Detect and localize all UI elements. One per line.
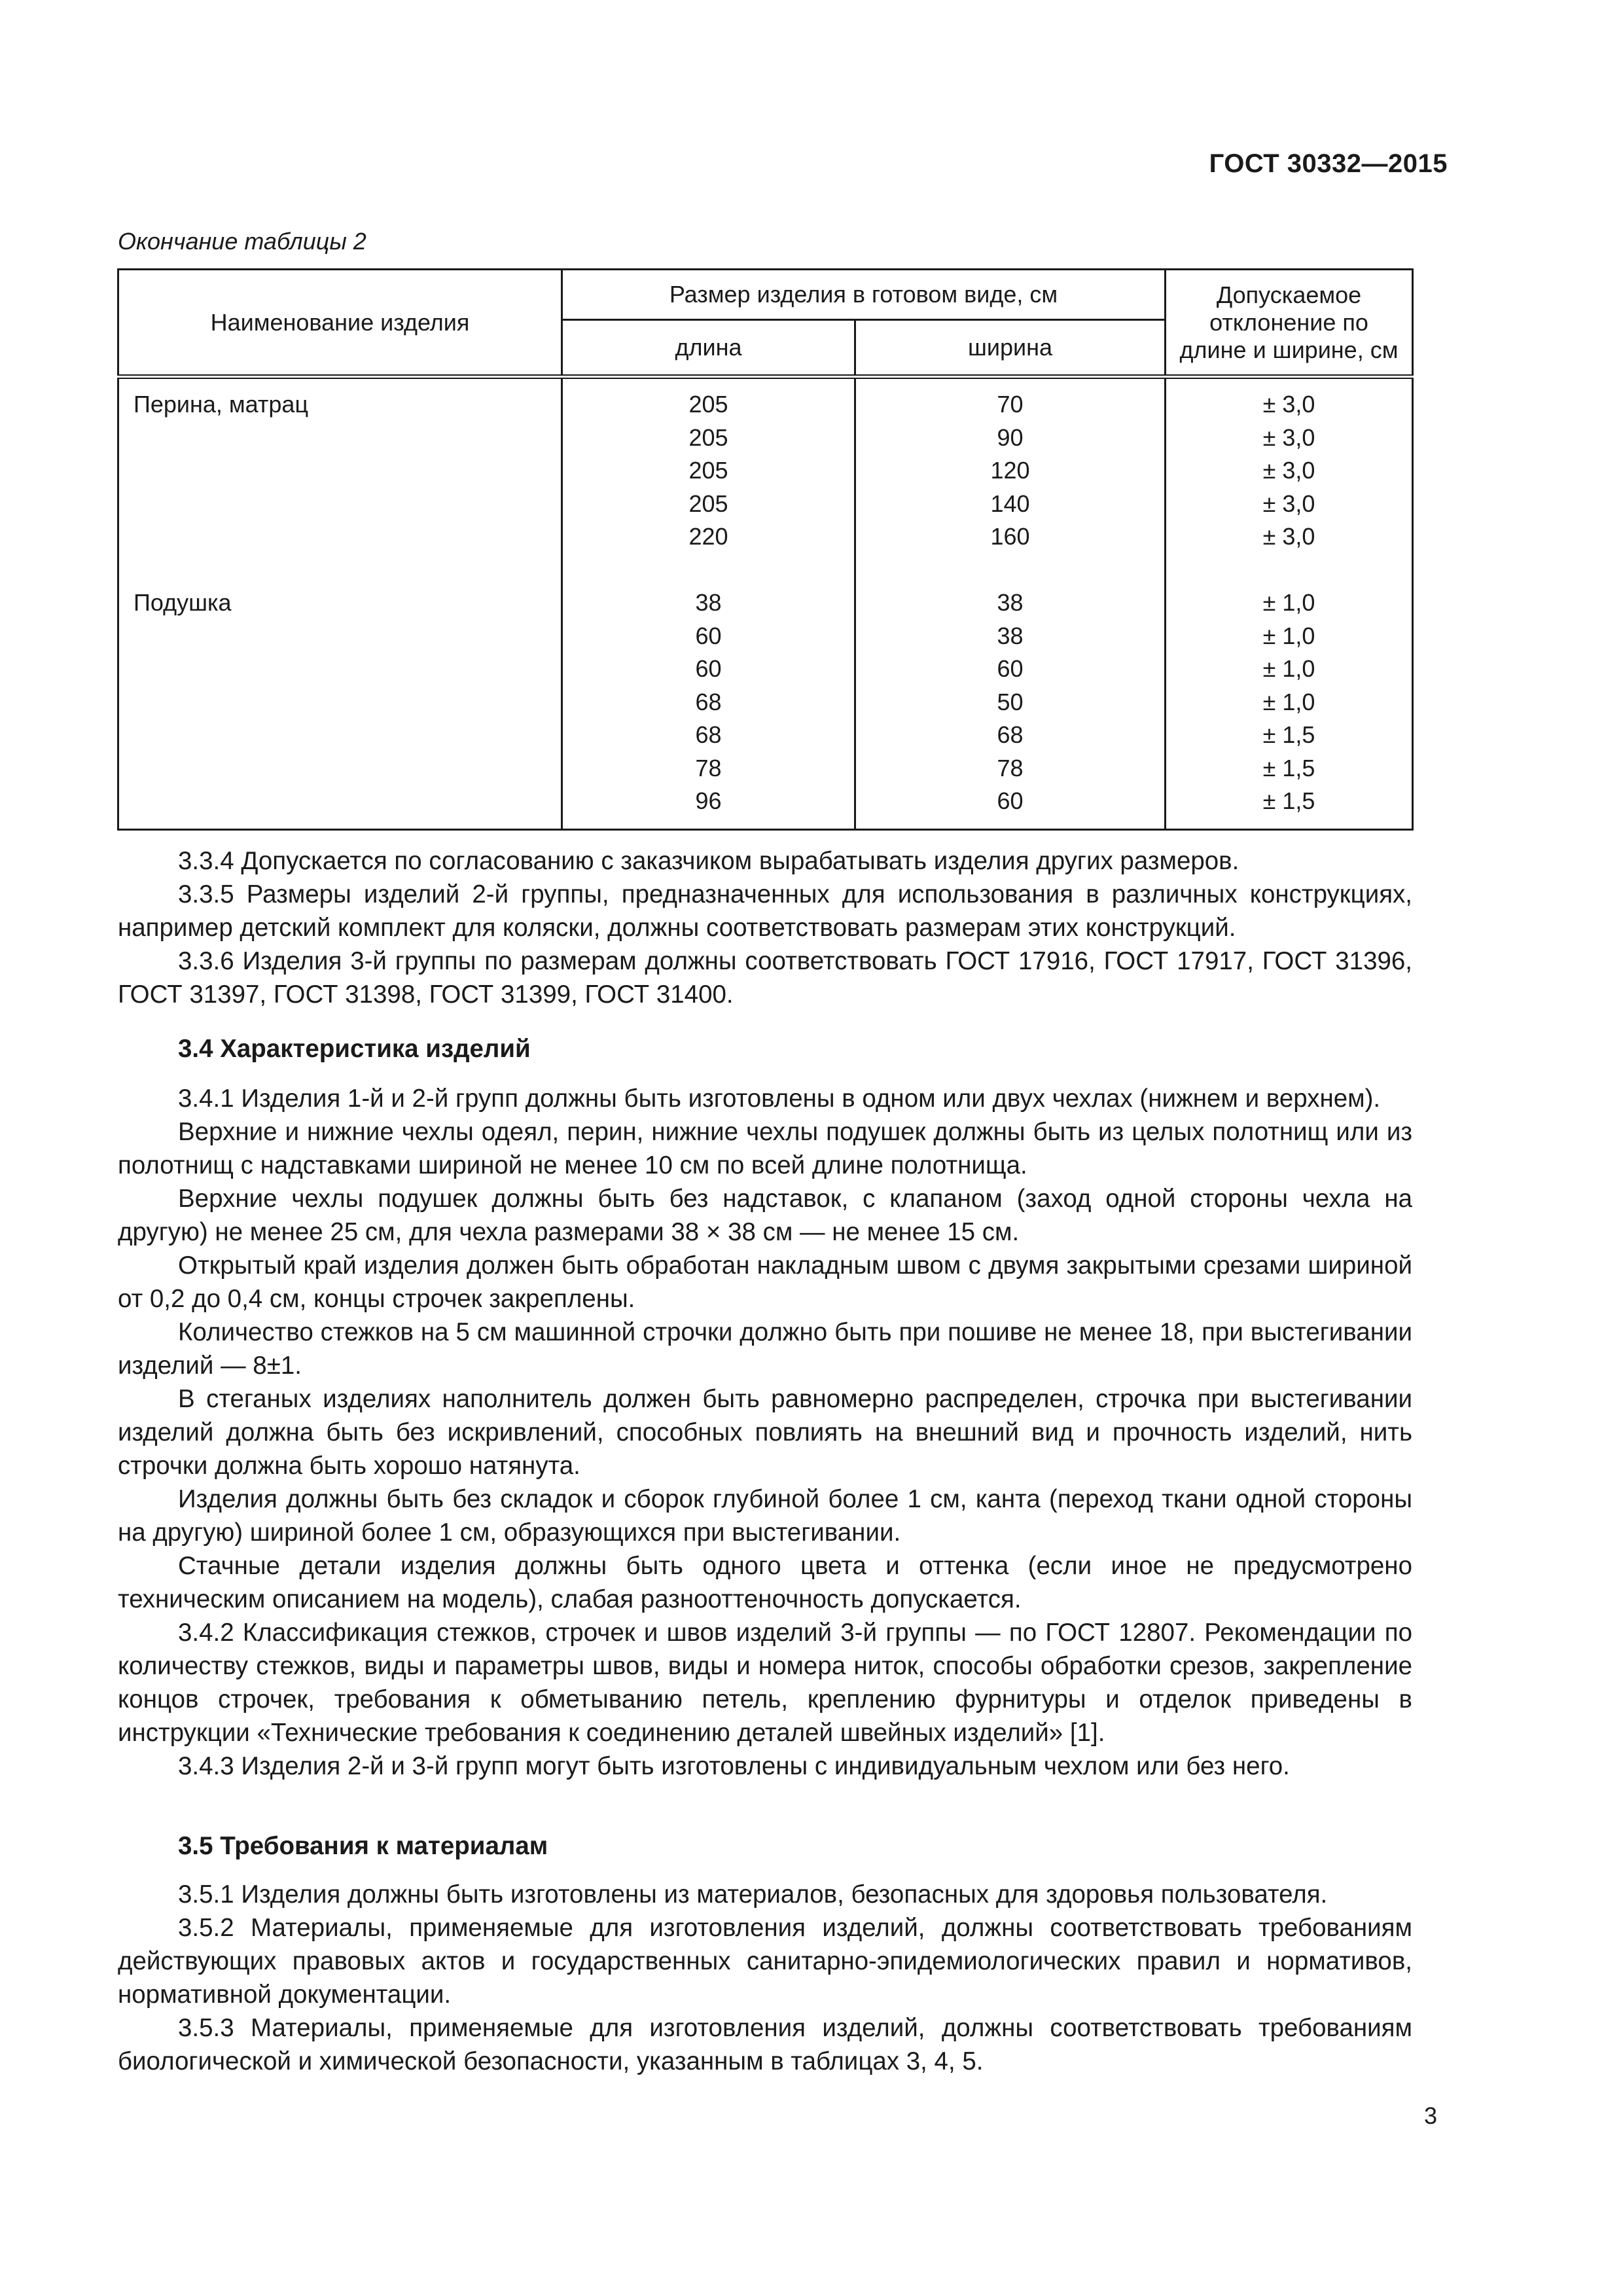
length-value: 38 bbox=[695, 589, 722, 616]
page-number: 3 bbox=[1423, 2102, 1437, 2129]
header-size-group: Размер изделия в готовом виде, см bbox=[562, 270, 1166, 320]
paragraph-3-3-5: 3.3.5 Размеры изделий 2-й группы, предназначенных для использования в различных конструкциях, например детский комплект для коляски, должны соответствовать размерам этих конструкций. bbox=[118, 880, 1412, 942]
tolerance-column bbox=[1166, 377, 1413, 830]
sizes-table bbox=[117, 268, 1414, 831]
header-tolerance: Допускаемое отклонение по длине и ширине, см bbox=[1166, 270, 1413, 377]
paragraph-3-3-4: 3.3.4 Допускается по согласованию с заказчиком вырабатывать изделия других размеров. bbox=[178, 847, 1240, 875]
tolerance-value: ± 1,0 bbox=[1262, 589, 1315, 616]
header-product-name: Наименование изделия bbox=[118, 270, 562, 377]
paragraph: 3.4.2 Классификация стежков, строчек и швов изделий 3-й группы — по ГОСТ 12807. Рекомендации по количеству стежков, виды и параметры швов, виды и номера ниток, способы обработки срезов, закрепление концов строчек, требования к обметыванию петель, креплению фурнитуры и отделок приведены в инструкции «Технические требования к соединению деталей швейных изделий» [1]. bbox=[118, 1619, 1412, 1747]
length-value: 68 bbox=[695, 721, 722, 748]
paragraph: Изделия должны быть без складок и сборок глубиной более 1 см, канта (переход ткани одной стороны на другую) шириной более 1 см, образующихся при выстегивании. bbox=[118, 1485, 1412, 1547]
paragraph: Открытый край изделия должен быть обработан накладным швом с двумя закрытыми срезами шириной от 0,2 до 0,4 см, концы строчек закреплены. bbox=[118, 1251, 1412, 1313]
tolerance-value: ± 1,5 bbox=[1262, 721, 1315, 748]
paragraph: В стеганых изделиях наполнитель должен быть равномерно распределен, строчка при выстегивании изделий должна быть без искривлений, способных повлиять на внешний вид и прочность изделий, нить строчки должна быть хорошо натянута. bbox=[118, 1385, 1412, 1480]
paragraph: Верхние чехлы подушек должны быть без надставок, с клапаном (заход одной стороны чехла на другую) не менее 25 см, для чехла размерами 38 × 38 см — не менее 15 см. bbox=[118, 1185, 1412, 1246]
width-value: 70 bbox=[997, 391, 1024, 418]
section-3-3-text bbox=[118, 844, 1412, 1011]
paragraph: Верхние и нижние чехлы одеял, перин, нижние чехлы подушек должны быть из целых полотнищ или из полотнищ с надставками шириной не менее 10 см по всей длине полотнища. bbox=[118, 1118, 1412, 1179]
tolerance-value: ± 3,0 bbox=[1262, 391, 1315, 418]
paragraph: 3.4.3 Изделия 2-й и 3-й групп могут быть изготовлены с индивидуальным чехлом или без него. bbox=[178, 1752, 1290, 1780]
width-value: 140 bbox=[990, 490, 1030, 517]
length-value: 205 bbox=[688, 391, 728, 418]
length-value: 220 bbox=[688, 523, 728, 550]
length-value: 68 bbox=[695, 688, 722, 715]
tolerance-value: ± 3,0 bbox=[1262, 423, 1315, 451]
header-length: длина bbox=[562, 320, 855, 377]
width-value: 68 bbox=[997, 721, 1024, 748]
paragraph: 3.5.2 Материалы, применяемые для изготовления изделий, должны соответствовать требованиям действующих правовых актов и государственных санитарно-эпидемиологических правил и нормативов, нормативной документации. bbox=[118, 1914, 1412, 2009]
width-value: 38 bbox=[997, 622, 1024, 649]
width-value: 60 bbox=[997, 787, 1024, 814]
width-value: 38 bbox=[997, 589, 1024, 616]
product-name: Подушка bbox=[134, 589, 232, 616]
tolerance-value: ± 1,0 bbox=[1262, 622, 1315, 649]
paragraph-3-3-6: 3.3.6 Изделия 3-й группы по размерам должны соответствовать ГОСТ 17916, ГОСТ 17917, ГОСТ 31396, ГОСТ 31397, ГОСТ 31398, ГОСТ 31399, ГОСТ 31400. bbox=[118, 947, 1412, 1009]
length-value: 60 bbox=[695, 655, 722, 682]
paragraph: Количество стежков на 5 см машинной строчки должно быть при пошиве не менее 18, при выстегивании изделий — 8±1. bbox=[118, 1318, 1412, 1380]
tolerance-value: ± 1,5 bbox=[1262, 754, 1315, 781]
length-value: 205 bbox=[688, 457, 728, 484]
header-width: ширина bbox=[855, 320, 1166, 377]
product-name: Перина, матрац bbox=[134, 391, 309, 418]
length-value: 205 bbox=[688, 423, 728, 451]
tolerance-value: ± 3,0 bbox=[1262, 457, 1315, 484]
section-3-5 bbox=[118, 1829, 1412, 1863]
length-value: 205 bbox=[688, 490, 728, 517]
length-column bbox=[562, 377, 855, 830]
tolerance-value: ± 1,0 bbox=[1262, 688, 1315, 715]
length-value: 78 bbox=[695, 754, 722, 781]
width-value: 120 bbox=[990, 457, 1030, 484]
section-3-4-text bbox=[118, 1082, 1412, 1783]
section-heading-3-5: 3.5 Требования к материалам bbox=[178, 1832, 548, 1860]
document-code: ГОСТ 30332—2015 bbox=[1209, 149, 1448, 178]
tolerance-value: ± 3,0 bbox=[1262, 490, 1315, 517]
product-name-column bbox=[118, 377, 562, 830]
paragraph: 3.5.3 Материалы, применяемые для изготовления изделий, должны соответствовать требованиям биологической и химической безопасности, указанным в таблицах 3, 4, 5. bbox=[118, 2014, 1412, 2075]
table-body-row bbox=[118, 377, 1413, 830]
paragraph: Стачные детали изделия должны быть одного цвета и оттенка (если иное не предусмотрено техническим описанием на модель), слабая разнооттеночность допускается. bbox=[118, 1552, 1412, 1613]
paragraph: 3.5.1 Изделия должны быть изготовлены из материалов, безопасных для здоровья пользователя. bbox=[178, 1880, 1328, 1909]
tolerance-value: ± 3,0 bbox=[1262, 523, 1315, 550]
section-3-5-text bbox=[118, 1878, 1412, 2078]
table-caption: Окончание таблицы 2 bbox=[118, 228, 366, 255]
length-value: 60 bbox=[695, 622, 722, 649]
tolerance-value: ± 1,5 bbox=[1262, 787, 1315, 814]
paragraph: 3.4.1 Изделия 1-й и 2-й групп должны быть изготовлены в одном или двух чехлах (нижнем и верхнем). bbox=[178, 1085, 1381, 1113]
width-value: 78 bbox=[997, 754, 1024, 781]
width-column bbox=[855, 377, 1166, 830]
section-3-4 bbox=[118, 1032, 1412, 1066]
length-value: 96 bbox=[695, 787, 722, 814]
width-value: 50 bbox=[997, 688, 1024, 715]
width-value: 60 bbox=[997, 655, 1024, 682]
tolerance-value: ± 1,0 bbox=[1262, 655, 1315, 682]
width-value: 160 bbox=[990, 523, 1030, 550]
section-heading-3-4: 3.4 Характеристика изделий bbox=[178, 1035, 531, 1063]
width-value: 90 bbox=[997, 423, 1024, 451]
